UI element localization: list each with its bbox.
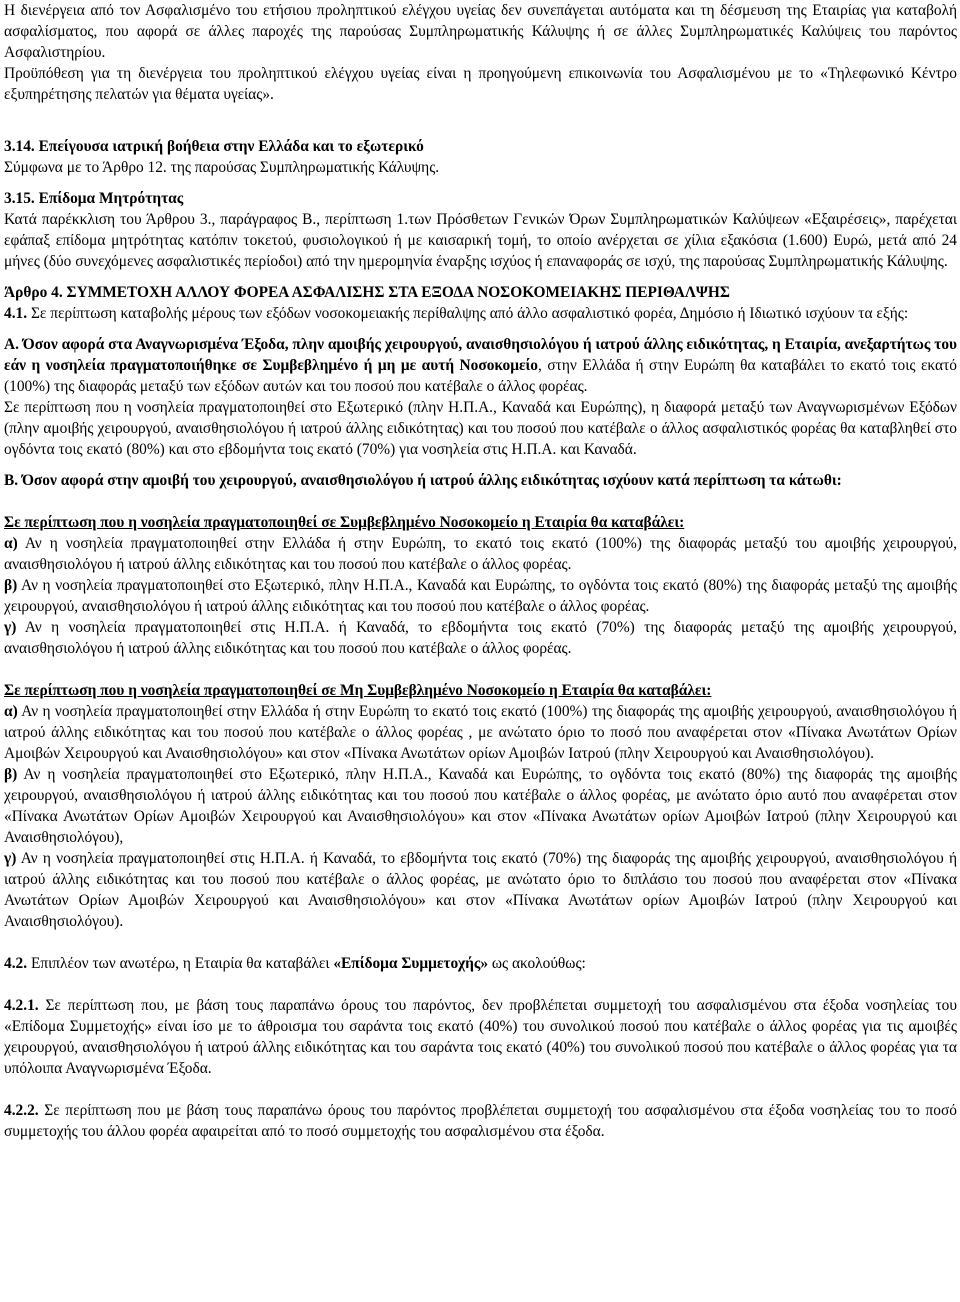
paragraph-4-2 — [4, 953, 957, 974]
item-label: β) — [4, 766, 18, 783]
intro-paragraph-2: Προϋπόθεση για τη διενέργεια του προληπτικού ελέγχου υγείας είναι η προηγούμενη επικοινωνία του Ασφαλισμένου με το «Τηλεφωνικό Κέντρο εξυπηρέτησης πελατών για θέματα υγείας». — [4, 65, 957, 103]
contracted-item-b — [4, 575, 957, 617]
paragraph-4-1-number: 4.1. — [4, 305, 28, 322]
item-text: Αν η νοσηλεία πραγματοποιηθεί στο Εξωτερικό, πλην Η.Π.Α., Καναδά και Ευρώπης, το ογδόντα τοις εκατό (80%) της διαφοράς της αμοιβής χειρουργού, αναισθησιολόγου ή ιατρού άλλης ειδικότητας και του ποσού που κατέβαλε ο άλλος φορέας, με ανώτατο όριο αυτό που αναφέρεται στον «Πίνακα Ανωτάτων Ορίων Αμοιβών Χειρουργού και Αναισθησιολόγου» και στον «Πίνακα Ανωτάτων ορίων Αμοιβών Ιατρού (πλην Χειρουργού και Αναισθησιολόγου), — [4, 766, 957, 846]
contracted-item-a — [4, 533, 957, 575]
item-text: Αν η νοσηλεία πραγματοποιηθεί στις Η.Π.Α. ή Καναδά, το εβδομήντα τοις εκατό (70%) της διαφοράς της αμοιβής χειρουργού, αναισθησιολόγου ή ιατρού άλλης ειδικότητας και του ποσού που κατέβαλε ο άλλος φορέας, με ανώτατο όριο το διπλάσιο του ποσού που αναφέρεται στον «Πίνακα Ανωτάτων Ορίων Αμοιβών Χειρουργού και Αναισθησιολόγου» και στον «Πίνακα Ανωτάτων ορίων Αμοιβών Ιατρού (πλην Χειρουργού και Αναισθησιολόγου). — [4, 850, 957, 930]
noncontracted-item-b — [4, 764, 957, 848]
item-text: Αν η νοσηλεία πραγματοποιηθεί στην Ελλάδα ή στην Ευρώπη, το εκατό τοις εκατό (100%) της διαφοράς μεταξύ του αμοιβής χειρουργού, αναισθησιολόγου ή ιατρού άλλης ειδικότητας και του ποσού που κατέβαλε ο άλλος φορέας. — [4, 535, 957, 573]
paragraph-4-2-1-number: 4.2.1. — [4, 997, 39, 1014]
article-4-heading — [4, 282, 957, 303]
paragraph-4-2-2-number: 4.2.2. — [4, 1102, 39, 1119]
section-3-15-heading — [4, 188, 957, 209]
section-3-14-title: 3.14. Επείγουσα ιατρική βοήθεια στην Ελλάδα και το εξωτερικό — [4, 138, 424, 155]
contracted-item-g — [4, 617, 957, 659]
clause-b — [4, 470, 957, 491]
paragraph-4-2-2-text: Σε περίπτωση που με βάση τους παραπάνω όρους του παρόντος προβλέπεται συμμετοχή του ασφαλισμένου στα έξοδα νοσηλείας του το ποσό συμμετοχής του άλλου φορέα αφαιρείται από το ποσό συμμετοχής του ασφαλισμένου στα έξοδα. — [4, 1102, 957, 1140]
section-3-14-heading — [4, 136, 957, 157]
item-label: γ) — [4, 850, 17, 867]
clause-a-abroad: Σε περίπτωση που η νοσηλεία πραγματοποιηθεί στο Εξωτερικό (πλην Η.Π.Α., Καναδά και Ευρώπης), η διαφορά μεταξύ των Αναγνωρισμένων Εξόδων (πλην αμοιβής χειρουργού, αναισθησιολόγου ή ιατρού άλλης ειδικότητας) και του ποσού που κατέβαλε ο άλλος ασφαλιστικός φορέας θα καταβληθεί στο ογδόντα τοις εκατό (80%) και στο εβδομήντα τοις εκατό (70%) για νοσηλεία στις Η.Π.Α. και Καναδά. — [4, 399, 957, 458]
section-3-15-title: 3.15. Επίδομα Μητρότητας — [4, 190, 184, 207]
item-label: α) — [4, 535, 18, 552]
paragraph-4-2-number: 4.2. — [4, 955, 28, 972]
contracted-heading-text: Σε περίπτωση που η νοσηλεία πραγματοποιηθεί σε Συμβεβλημένο Νοσοκομείο η Εταιρία θα καταβάλει: — [4, 514, 685, 531]
paragraph-4-2-text: Επιπλέον των ανωτέρω, η Εταιρία θα καταβάλει — [27, 955, 334, 972]
item-label: α) — [4, 703, 18, 720]
noncontracted-item-a — [4, 701, 957, 764]
paragraph-4-2-suffix: ως ακολούθως: — [488, 955, 586, 972]
noncontracted-item-g — [4, 848, 957, 932]
item-text: Αν η νοσηλεία πραγματοποιηθεί στο Εξωτερικό, πλην Η.Π.Α., Καναδά και Ευρώπης, το ογδόντα τοις εκατό (80%) της διαφοράς μεταξύ της αμοιβής χειρουργού, αναισθησιολόγου ή ιατρού άλλης ειδικότητας και του ποσού που κατέβαλε ο άλλος φορέας. — [4, 577, 957, 615]
item-label: γ) — [4, 619, 17, 636]
paragraph-4-1-text: Σε περίπτωση καταβολής μέρους των εξόδων νοσοκομειακής περίθαλψης από άλλο ασφαλιστικό φορέα, Δημόσιο ή Ιδιωτικό ισχύουν τα εξής: — [27, 305, 909, 322]
clause-a — [4, 334, 957, 397]
paragraph-4-1 — [4, 303, 957, 324]
item-text: Αν η νοσηλεία πραγματοποιηθεί στις Η.Π.Α. ή Καναδά, το εβδομήντα τοις εκατό (70%) της διαφοράς μεταξύ της αμοιβής χειρουργού, αναισθησιολόγου ή ιατρού άλλης ειδικότητας και του ποσού που κατέβαλε ο άλλος φορέας. — [4, 619, 957, 657]
contracted-heading — [4, 512, 957, 533]
clause-b-bold: Β. Όσον αφορά στην αμοιβή του χειρουργού, αναισθησιολόγου ή ιατρού άλλης ειδικότητας ισχύουν κατά περίπτωση τα κάτωθι: — [4, 472, 842, 489]
paragraph-4-2-1 — [4, 995, 957, 1079]
clause-a-text: , στην Ελλάδα ή στην Ευρώπη θα καταβάλει το εκατό τοις εκατό (100%) της διαφοράς μεταξύ των εξόδων αυτών και του ποσού που κατέβαλε ο άλλος φορέας. — [4, 357, 957, 395]
clause-a-bold: Α. Όσον αφορά στα Αναγνωρισμένα Έξοδα, πλην αμοιβής χειρουργού, αναισθησιολόγου ή ιατρού άλλης ειδικότητας, η Εταιρία, ανεξαρτήτως του εάν η νοσηλεία πραγματοποιήθηκε σε Συμβεβλημένο ή μη με αυτή Νοσοκομείο — [4, 336, 957, 374]
item-text: Αν η νοσηλεία πραγματοποιηθεί στην Ελλάδα ή στην Ευρώπη το εκατό τοις εκατό (100%) της διαφοράς της αμοιβής χειρουργού, αναισθησιολόγου ή ιατρού άλλης ειδικότητας και του ποσού που κατέβαλε ο άλλος φορέας , με ανώτατο όριο το ποσό που αναφέρεται στον «Πίνακα Ανωτάτων Ορίων Αμοιβών Χειρουργού και Αναισθησιολόγου» και στον «Πίνακα Ανωτάτων ορίων Αμοιβών Ιατρού (πλην Χειρουργού και Αναισθησιολόγου). — [4, 703, 957, 762]
noncontracted-heading — [4, 680, 957, 701]
noncontracted-heading-text: Σε περίπτωση που η νοσηλεία πραγματοποιηθεί σε Μη Συμβεβλημένο Νοσοκομείο η Εταιρία θα καταβάλει: — [4, 682, 712, 699]
paragraph-4-2-2 — [4, 1100, 957, 1142]
section-3-14-text: Σύμφωνα με το Άρθρο 12. της παρούσας Συμπληρωματικής Κάλυψης. — [4, 159, 440, 176]
intro-paragraph-1: Η διενέργεια από τον Ασφαλισμένο του ετήσιου προληπτικού ελέγχου υγείας δεν συνεπάγεται αυτόματα και τη δέσμευση της Εταιρίας για καταβολή ασφαλίσματος, που αφορά σε άλλες παροχές της παρούσας Συμπληρωματικής Κάλυψης ή σε άλλες Συμπληρωματικές Καλύψεις του παρόντος Ασφαλιστηρίου. — [4, 2, 957, 61]
article-4-title: Άρθρο 4. ΣΥΜΜΕΤΟΧΗ ΑΛΛΟΥ ΦΟΡΕΑ ΑΣΦΑΛΙΣΗΣ ΣΤΑ ΕΞΟΔΑ ΝΟΣΟΚΟΜΕΙΑΚΗΣ ΠΕΡΙΘΑΛΨΗΣ — [4, 284, 730, 301]
section-3-15-text: Κατά παρέκκλιση του Άρθρου 3., παράγραφος Β., περίπτωση 1.των Πρόσθετων Γενικών Όρων Συμπληρωματικών Καλύψεων «Εξαιρέσεις», παρέχεται εφάπαξ επίδομα μητρότητας κατόπιν τοκετού, φυσιολογικού ή με καισαρική τομή, το οποίο ανέρχεται σε χίλια εξακόσια (1.600) Ευρώ, μετά από 24 μήνες (δύο συνεχόμενες ασφαλιστικές περίοδοι) από την ημερομηνία έναρξης ισχύος ή επαναφοράς σε ισχύ, της παρούσας Συμπληρωματικής Κάλυψης. — [4, 211, 957, 270]
item-label: β) — [4, 577, 18, 594]
participation-allowance-term: «Επίδομα Συμμετοχής» — [333, 955, 489, 972]
paragraph-4-2-1-text: Σε περίπτωση που, με βάση τους παραπάνω όρους του παρόντος, δεν προβλέπεται συμμετοχή του ασφαλισμένου στα έξοδα νοσηλείας του «Επίδομα Συμμετοχής» είναι ίσο με το άθροισμα του σαράντα τοις εκατό (40%) του συνολικού ποσού που κατέβαλε ο άλλος φορέας για τις αμοιβές χειρουργού, αναισθησιολόγου ή ιατρού άλλης ειδικότητας και του σαράντα τοις εκατό (40%) του συνολικού ποσού που κατέβαλε ο άλλος φορέας για τα υπόλοιπα Αναγνωρισμένα Έξοδα. — [4, 997, 957, 1077]
